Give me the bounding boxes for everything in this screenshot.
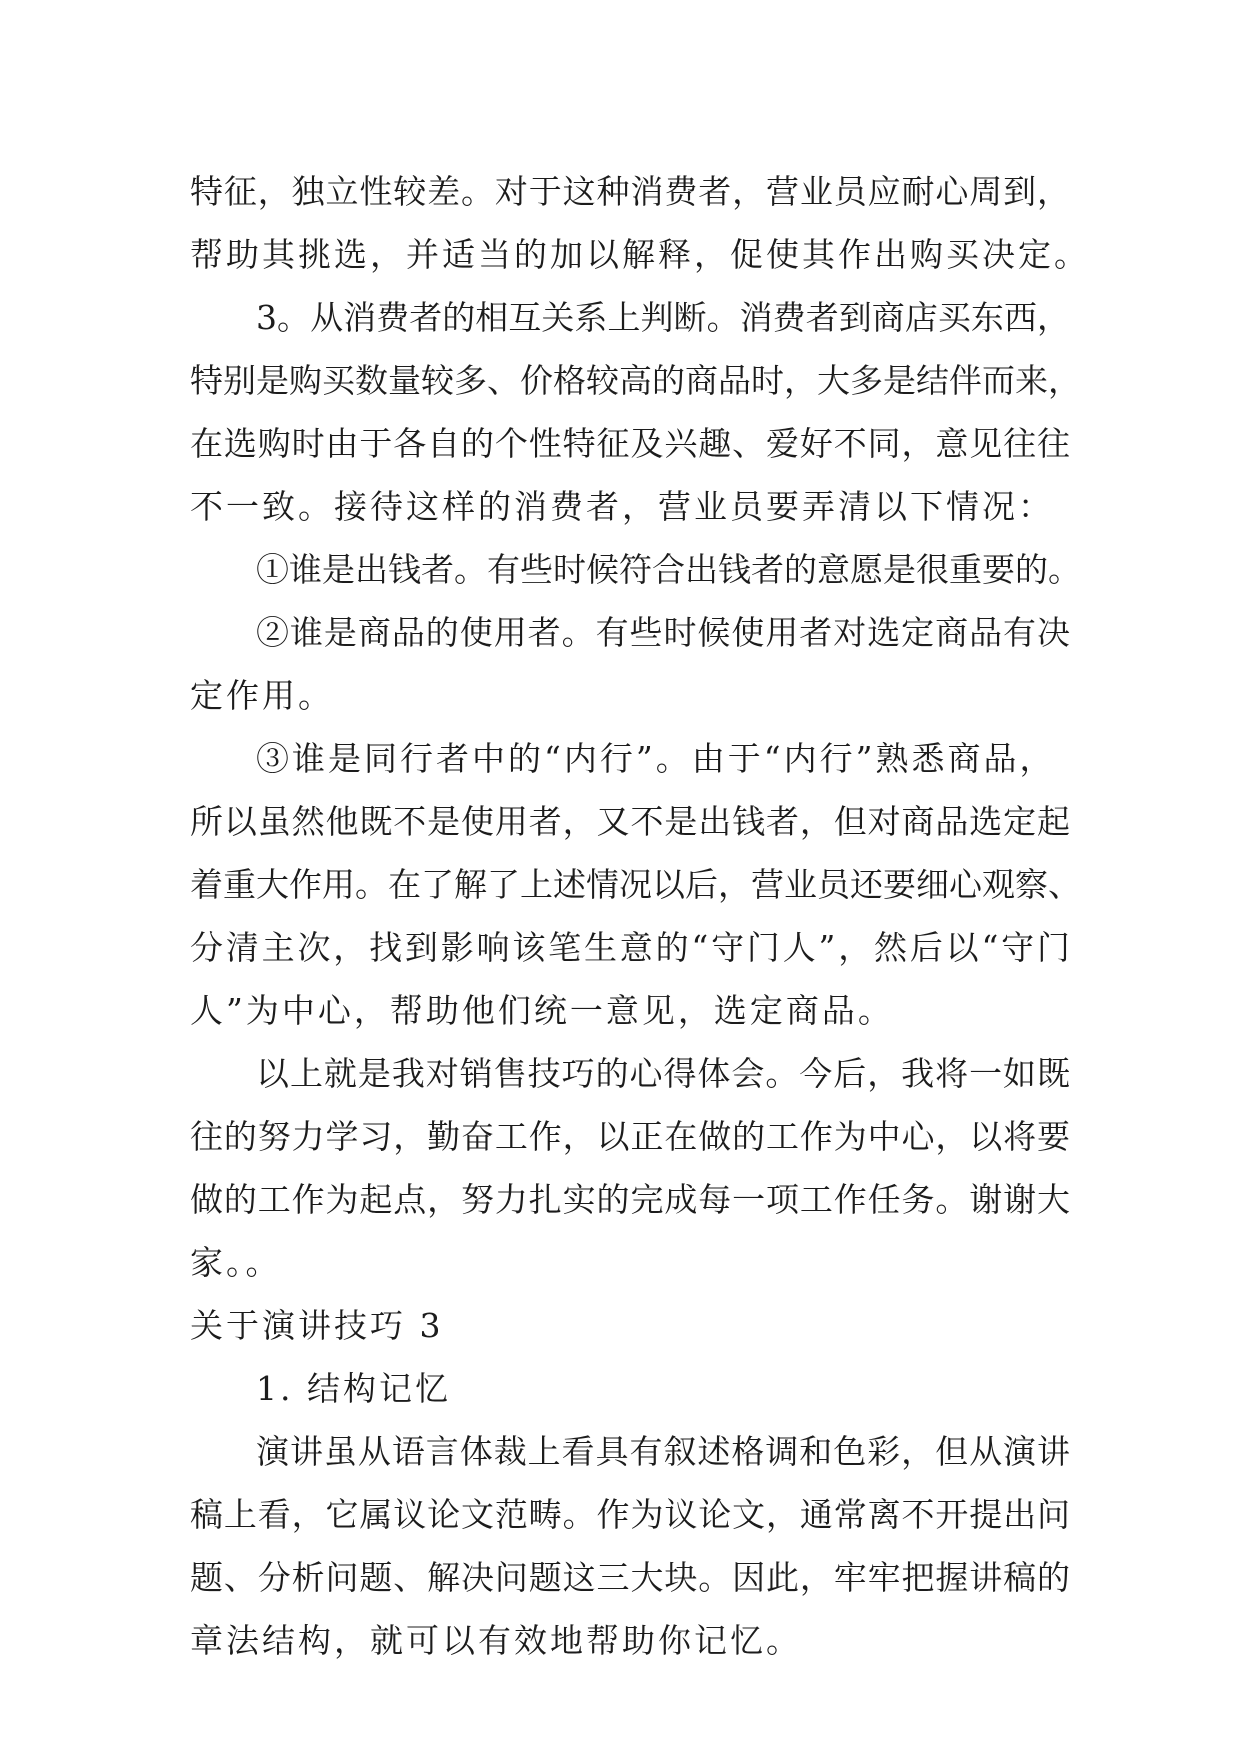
text-line: 3。从消费者的相互关系上判断。消费者到商店买东西， [256,298,1070,337]
text-line: 以上就是我对销售技巧的心得体会。今后，我将一如既 [256,1054,1070,1093]
text-line: 家。。 [190,1243,282,1282]
text-line: ②谁是商品的使用者。有些时候使用者对选定商品有决 [256,613,1070,652]
text-line: 往的努力学习，勤奋工作，以正在做的工作为中心，以将要 [190,1117,1070,1156]
text-line: 特别是购买数量较多、价格较高的商品时，大多是结伴而来， [190,361,1081,400]
text-line: 章法结构，就可以有效地帮助你记忆。 [190,1621,802,1660]
text-line: 特征，独立性较差。对于这种消费者，营业员应耐心周到， [190,172,1070,211]
text-line: 所以虽然他既不是使用者，又不是出钱者，但对商品选定起 [190,802,1070,841]
text-line: 题、分析问题、解决问题这三大块。因此，牢牢把握讲稿的 [190,1558,1070,1597]
text-line: 不一致。接待这样的消费者，营业员要弄清以下情况： [190,487,1054,526]
text-line: 演讲虽从语言体裁上看具有叙述格调和色彩，但从演讲 [256,1432,1070,1471]
text-line: 人”为中心，帮助他们统一意见，选定商品。 [190,991,894,1030]
section-heading: 关于演讲技巧 3 [190,1306,444,1345]
text-line: ③谁是同行者中的“内行”。由于“内行”熟悉商品， [256,739,1056,778]
text-line: 分清主次，找到影响该笔生意的“守门人”，然后以“守门 [190,928,1070,967]
text-line: 做的工作为起点，努力扎实的完成每一项工作任务。谢谢大 [190,1180,1070,1219]
text-line: 在选购时由于各自的个性特征及兴趣、爱好不同，意见往往 [190,424,1070,463]
text-line: 定作用。 [190,676,334,715]
subsection-heading: 1. 结构记忆 [256,1369,451,1408]
document-page [190,160,1090,1672]
text-line: 帮助其挑选，并适当的加以解释，促使其作出购买决定。 [190,235,1090,274]
text-line: 稿上看，它属议论文范畴。作为议论文，通常离不开提出问 [190,1495,1070,1534]
text-line: ①谁是出钱者。有些时候符合出钱者的意愿是很重要的。 [256,550,1081,589]
text-line: 着重大作用。在了解了上述情况以后，营业员还要细心观察、 [190,865,1081,904]
